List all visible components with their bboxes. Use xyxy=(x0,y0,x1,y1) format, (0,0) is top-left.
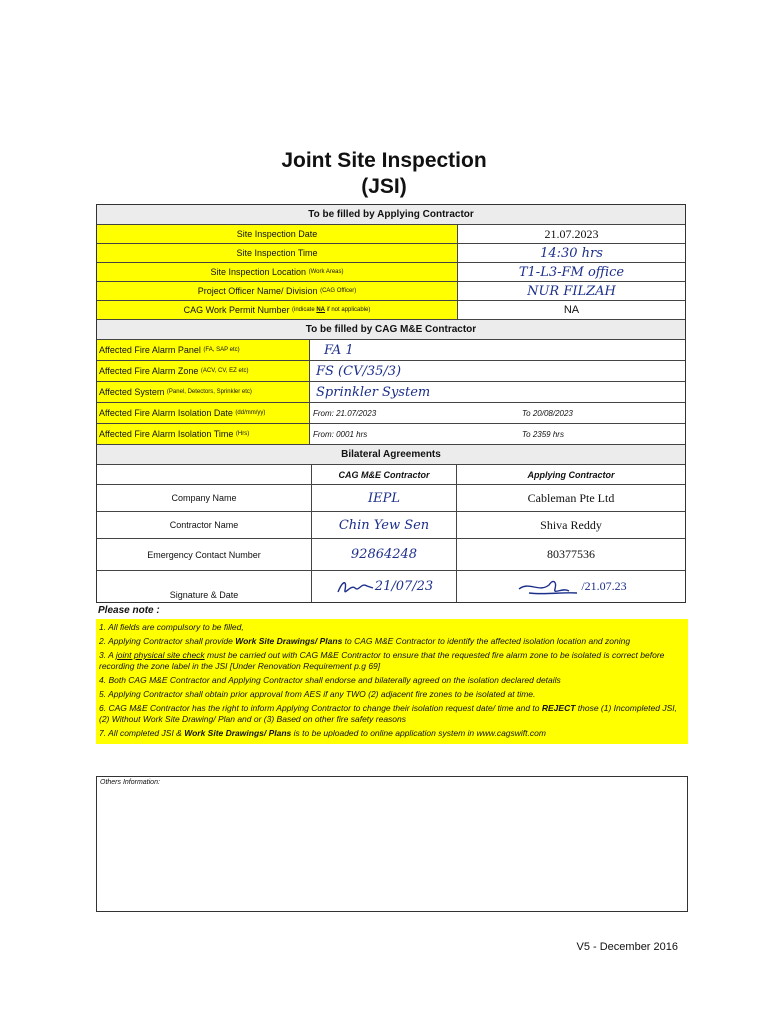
emergency-contact-label: Emergency Contact Number xyxy=(97,539,312,570)
signature-me[interactable] xyxy=(312,571,457,602)
affected-system-value[interactable]: Sprinkler System xyxy=(316,384,431,400)
contractor-name-label: Contractor Name xyxy=(97,512,312,538)
row-contractor-name xyxy=(97,512,685,539)
inspection-location-value[interactable]: T1-L3-FM office xyxy=(518,264,625,280)
project-officer-label: Project Officer Name/ Division (CAG Officer) xyxy=(97,282,458,300)
title-line-1: Joint Site Inspection xyxy=(281,149,487,172)
note-7: 7. All completed JSI & Work Site Drawings/ Plans is to be uploaded to online application system in www.cagswift.com xyxy=(99,728,546,738)
isolation-date-from[interactable]: From: 21.07/2023 xyxy=(313,408,377,418)
row-inspection-time xyxy=(97,244,685,263)
row-project-officer xyxy=(97,282,685,301)
row-inspection-location xyxy=(97,263,685,282)
note-3: 3. A joint physical site check must be carried out with CAG M&E Contractor to ensure that the requested fire alarm zone to be isolated is correct before recording the zone label in the JSI [Under Renovation Requirement p.g 69] xyxy=(99,650,665,671)
row-company-name xyxy=(97,485,685,512)
isolation-date-to[interactable]: To 20/08/2023 xyxy=(522,408,573,418)
row-isolation-date xyxy=(97,403,685,424)
inspection-time-value[interactable]: 14:30 hrs xyxy=(540,245,603,261)
alarm-panel-value[interactable]: FA 1 xyxy=(324,342,354,358)
page-title xyxy=(0,148,768,200)
row-isolation-time xyxy=(97,424,685,445)
section-me-header: To be filled by CAG M&E Contractor xyxy=(97,320,685,340)
inspection-location-label: Site Inspection Location (Work Areas) xyxy=(97,263,458,281)
alarm-zone-value[interactable]: FS (CV/35/3) xyxy=(316,363,402,379)
inspection-time-label: Site Inspection Time xyxy=(97,244,458,262)
note-5: 5. Applying Contractor shall obtain prior approval from AES if any TWO (2) adjacent fire zones to be isolated at time. xyxy=(99,689,536,699)
signature-me-date: 21/07/23 xyxy=(374,579,434,594)
title-line-2: (JSI) xyxy=(361,175,407,198)
others-information-box[interactable] xyxy=(96,776,688,912)
signature-date-label: Signature & Date xyxy=(97,571,312,602)
row-affected-system xyxy=(97,382,685,403)
section-bilateral-header: Bilateral Agreements xyxy=(97,445,685,465)
work-permit-label: CAG Work Permit Number (indicate NA if not applicable) xyxy=(97,301,458,319)
jsi-form xyxy=(96,204,686,603)
others-information-label: Others Information: xyxy=(100,779,160,786)
note-4: 4. Both CAG M&E Contractor and Applying Contractor shall endorse and bilaterally agreed on the isolation declared details xyxy=(99,675,561,685)
notes-title: Please note : xyxy=(98,605,160,616)
bilateral-column-headers xyxy=(97,465,685,485)
contractor-name-applying[interactable]: Shiva Reddy xyxy=(540,517,602,532)
signature-me-scribble xyxy=(335,576,375,598)
section-applying-header: To be filled by Applying Contractor xyxy=(97,205,685,225)
alarm-panel-label: Affected Fire Alarm Panel (FA, SAP etc) xyxy=(97,340,310,360)
affected-system-label: Affected System (Panel, Detectors, Sprinkler etc) xyxy=(97,382,310,402)
row-alarm-zone xyxy=(97,361,685,382)
company-name-applying[interactable]: Cableman Pte Ltd xyxy=(527,490,615,505)
signature-applying[interactable] xyxy=(457,571,685,602)
inspection-date-label: Site Inspection Date xyxy=(97,225,458,243)
isolation-time-to[interactable]: To 2359 hrs xyxy=(522,429,564,439)
company-name-label: Company Name xyxy=(97,485,312,511)
signature-applying-date: /21.07.23 xyxy=(581,579,627,593)
note-1: 1. All fields are compulsory to be filled, xyxy=(99,622,244,632)
row-inspection-date xyxy=(97,225,685,244)
signature-applying-scribble xyxy=(515,575,581,599)
row-signature-date xyxy=(97,571,685,602)
isolation-date-label: Affected Fire Alarm Isolation Date (dd/mm/yy) xyxy=(97,403,310,423)
row-alarm-panel xyxy=(97,340,685,361)
inspection-date-value[interactable]: 21.07.2023 xyxy=(544,226,599,241)
bilateral-blank-header xyxy=(97,465,312,484)
emergency-contact-applying[interactable]: 80377536 xyxy=(547,547,595,561)
col-header-applying: Applying Contractor xyxy=(527,469,615,480)
emergency-contact-me[interactable]: 92864248 xyxy=(312,539,457,570)
company-name-me[interactable]: IEPL xyxy=(312,485,457,511)
version-label: V5 - December 2016 xyxy=(576,941,678,953)
note-6: 6. CAG M&E Contractor has the right to inform Applying Contractor to change their isolation request date/ time and to REJECT those (1) Incompleted JSI, (2) Without Work Site Drawing/ Plan and or (3) Based on other fire safety reasons xyxy=(99,703,677,724)
alarm-zone-label: Affected Fire Alarm Zone (ACV, CV, EZ etc) xyxy=(97,361,310,381)
row-work-permit xyxy=(97,301,685,320)
isolation-time-label: Affected Fire Alarm Isolation Time (Hrs) xyxy=(97,424,310,444)
note-2: 2. Applying Contractor shall provide Work Site Drawings/ Plans to CAG M&E Contractor to identify the affected isolation location and zoning xyxy=(99,636,631,646)
col-header-me: CAG M&E Contractor xyxy=(312,465,457,484)
work-permit-value[interactable]: NA xyxy=(563,304,580,316)
notes-box xyxy=(96,619,688,744)
row-emergency-contact xyxy=(97,539,685,571)
project-officer-value[interactable]: NUR FILZAH xyxy=(527,283,616,299)
contractor-name-me[interactable]: Chin Yew Sen xyxy=(312,512,457,538)
isolation-time-from[interactable]: From: 0001 hrs xyxy=(313,429,368,439)
